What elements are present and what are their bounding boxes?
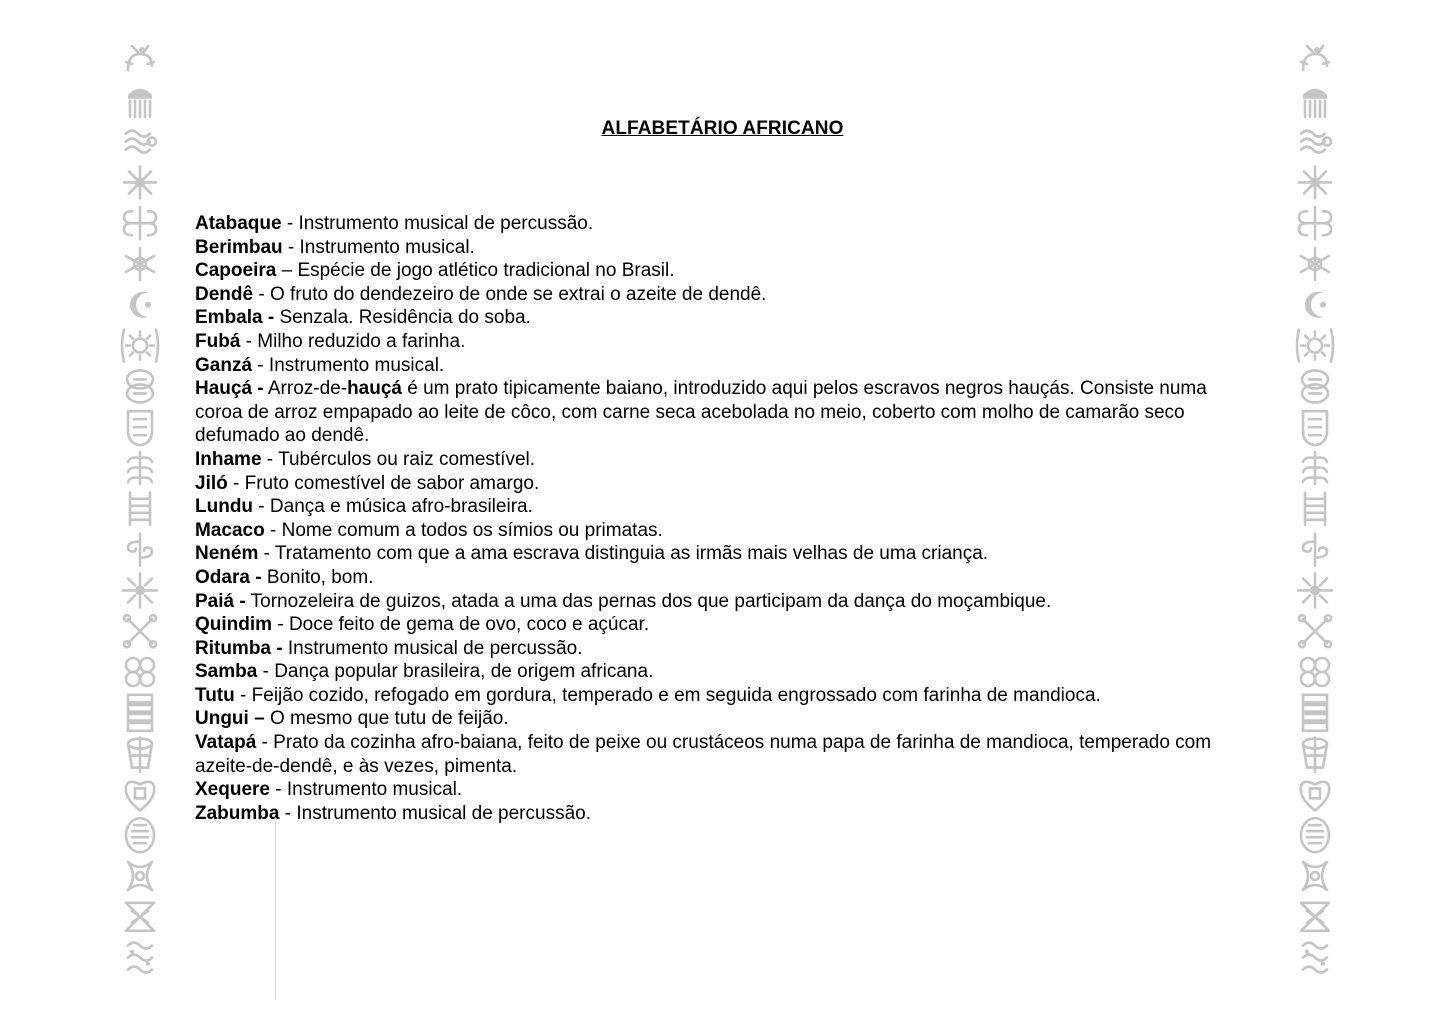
ladder-icon xyxy=(1305,493,1325,525)
cross-bones-icon xyxy=(1299,615,1331,647)
glossary-entry xyxy=(195,448,1245,472)
entry-term: Xequere xyxy=(195,779,270,801)
ladder-icon xyxy=(130,493,150,525)
double-knot-icon xyxy=(1303,862,1327,890)
entry-definition: O mesmo que tutu de feijão. xyxy=(269,708,509,730)
entry-term: Dendê xyxy=(195,283,254,305)
asterisk-icon xyxy=(126,248,154,280)
glossary-entry xyxy=(195,613,1245,637)
glossary-entry xyxy=(195,495,1245,519)
entry-definition: Tratamento com que a ama escrava distinguia as irmãs mais velhas de uma criança. xyxy=(274,543,989,565)
entry-term: Quindim xyxy=(195,614,273,636)
entry-definition: Prato da cozinha afro-baiana, feito de peixe ou crustáceos numa papa de farinha de mandioca, temperado com azeite-de-dendê, e às vezes, pimenta. xyxy=(195,732,1212,777)
shield-icon xyxy=(128,411,152,445)
entry-definition: Doce feito de gema de ovo, coco e açúcar. xyxy=(288,614,650,636)
x-lattice-icon xyxy=(126,903,154,931)
entry-separator: - xyxy=(264,519,282,541)
comb-icon xyxy=(1303,89,1327,117)
entry-definition: Dança popular brasileira, de origem africana. xyxy=(274,661,654,683)
spiral-grid-icon xyxy=(128,943,152,973)
glossary-entry xyxy=(195,236,1245,260)
entry-definition: Instrumento musical de percussão. xyxy=(287,637,583,659)
heart-shield-icon xyxy=(126,782,154,811)
glossary-entry xyxy=(195,731,1245,778)
entry-definition: é um prato tipicamente baiano, introduzido aqui pelos escravos negros hauçás. Consiste numa coroa de arroz empapado ao leite de côco, com carne seca acebolada no meio, coberto com molho de camarão seco defumado ao dendê. xyxy=(195,378,1207,447)
crescent-moon-icon xyxy=(130,292,151,318)
sankofa-bird-icon xyxy=(1301,46,1329,70)
entry-term: Neném xyxy=(195,543,259,565)
entry-term: Inhame xyxy=(195,448,262,470)
entry-definition: Instrumento musical. xyxy=(299,236,475,258)
entry-definition: Fruto comestível de sabor amargo. xyxy=(244,472,540,494)
entry-term: Hauçá - xyxy=(195,378,264,400)
entry-definition: Senzala. Residência do soba. xyxy=(279,307,531,329)
entry-term: Ganzá xyxy=(195,354,253,376)
entry-term: Tutu xyxy=(195,684,235,706)
glossary-entry xyxy=(195,778,1245,802)
comb-icon xyxy=(128,89,152,117)
spiral-grid-icon xyxy=(1303,943,1327,973)
left-decorative-border xyxy=(120,40,160,980)
entry-definition-bold: hauçá xyxy=(347,378,402,400)
star-cross-icon xyxy=(1299,166,1331,198)
oval-pattern-icon xyxy=(1301,818,1329,852)
entry-term: Embala - xyxy=(195,307,275,329)
glossary-entry xyxy=(195,590,1245,614)
entry-definition: Instrumento musical. xyxy=(268,354,445,376)
crescent-moon-icon xyxy=(1305,292,1326,318)
sun-moon-icon xyxy=(122,330,158,362)
glossary-entry xyxy=(195,283,1245,307)
entry-separator: - xyxy=(253,496,270,518)
knot-icon xyxy=(1299,207,1331,239)
entry-separator: - xyxy=(234,684,252,706)
entry-definition: Milho reduzido a farinha. xyxy=(257,330,466,352)
glossary-entry xyxy=(195,259,1245,283)
glossary-entry xyxy=(195,377,1245,448)
glossary-entry xyxy=(195,354,1245,378)
entry-definition: Feijão cozido, refogado em gordura, temperado e em seguida engrossado com farinha de mandioca. xyxy=(251,684,1101,706)
entry-term: Capoeira xyxy=(195,260,277,282)
entry-term: Samba xyxy=(195,661,258,683)
entry-separator: - xyxy=(272,614,289,636)
sunburst-icon xyxy=(123,573,157,607)
entry-definition: Instrumento musical. xyxy=(286,779,463,801)
entry-term: Berimbau xyxy=(195,236,283,258)
sun-moon-icon xyxy=(1297,330,1333,362)
glossary-entry xyxy=(195,472,1245,496)
drum-icon xyxy=(1303,738,1327,772)
entry-definition-prefix: Arroz-de- xyxy=(267,378,348,400)
entry-term: Lundu xyxy=(195,496,254,518)
entry-separator: - xyxy=(227,472,245,494)
entry-term: Vatapá xyxy=(195,732,257,754)
ladder-stack-icon xyxy=(128,695,152,731)
entry-term: Paiá - xyxy=(195,590,246,612)
entry-separator: - xyxy=(282,236,300,258)
glossary-list xyxy=(195,212,1245,825)
entry-definition: Tubérculos ou raiz comestível. xyxy=(278,448,536,470)
double-loop-icon xyxy=(1302,370,1328,402)
glossary-entry xyxy=(195,306,1245,330)
glossary-entry xyxy=(195,330,1245,354)
entry-definition: Bonito, bom. xyxy=(266,566,374,588)
entry-term: Macaco xyxy=(195,519,265,541)
entry-definition: Dança e música afro-brasileira. xyxy=(269,496,533,518)
asterisk-icon xyxy=(1301,248,1329,280)
star-cross-icon xyxy=(124,166,156,198)
entry-definition: Instrumento musical de percussão. xyxy=(298,213,594,234)
double-loop-icon xyxy=(127,370,153,402)
glossary-entry xyxy=(195,660,1245,684)
heart-shield-icon xyxy=(1301,782,1329,811)
right-decorative-border xyxy=(1295,40,1335,980)
double-knot-icon xyxy=(128,862,152,890)
entry-term: Zabumba xyxy=(195,802,280,824)
glossary-entry xyxy=(195,212,1245,236)
spiral-pair-icon xyxy=(128,534,152,566)
entry-separator: - xyxy=(256,732,274,754)
entry-separator: - xyxy=(281,213,299,234)
entry-term: Atabaque xyxy=(195,213,282,234)
glossary-entry xyxy=(195,566,1245,590)
entry-separator: - xyxy=(252,354,269,376)
glossary-entry xyxy=(195,707,1245,731)
fern-icon xyxy=(128,452,152,484)
drum-icon xyxy=(128,738,152,772)
entry-term: Ritumba - xyxy=(195,637,283,659)
spiral-pair-icon xyxy=(1303,534,1327,566)
entry-separator: - xyxy=(240,330,258,352)
x-lattice-icon xyxy=(1301,903,1329,931)
entry-definition: Nome comum a todos os símios ou primatas. xyxy=(281,519,663,541)
faint-vertical-rule xyxy=(275,820,276,1000)
document-title: ALFABETÁRIO AFRICANO xyxy=(601,118,844,139)
entry-definition: O fruto do dendezeiro de onde se extrai o azeite de dendê. xyxy=(269,283,767,305)
entry-definition: Tornozeleira de guizos, atada a uma das pernas dos que participam da dança do moçambique. xyxy=(250,590,1052,612)
entry-separator: - xyxy=(279,802,297,824)
entry-separator: - xyxy=(257,661,275,683)
glossary-entry xyxy=(195,802,1245,826)
glossary-entry xyxy=(195,684,1245,708)
entry-term: Jiló xyxy=(195,472,228,494)
entry-separator: - xyxy=(269,779,287,801)
cross-bones-icon xyxy=(124,615,156,647)
shield-icon xyxy=(1303,411,1327,445)
entry-definition: Espécie de jogo atlético tradicional no Brasil. xyxy=(297,260,675,282)
entry-definition: Instrumento musical de percussão. xyxy=(296,802,591,824)
entry-term: Ungui – xyxy=(195,708,265,730)
quatrefoil-icon xyxy=(126,658,154,686)
sunburst-icon xyxy=(1298,573,1332,607)
oval-pattern-icon xyxy=(126,818,154,852)
glossary-entry xyxy=(195,519,1245,543)
knot-icon xyxy=(124,207,156,239)
fern-icon xyxy=(1303,452,1327,484)
quatrefoil-icon xyxy=(1301,658,1329,686)
ladder-stack-icon xyxy=(1303,695,1327,731)
entry-separator: - xyxy=(258,543,275,565)
entry-separator: – xyxy=(276,260,298,282)
sankofa-bird-icon xyxy=(126,46,154,70)
entry-separator: - xyxy=(261,448,279,470)
entry-term: Odara - xyxy=(195,566,262,588)
entry-term: Fubá xyxy=(195,330,241,352)
glossary-entry xyxy=(195,637,1245,661)
entry-separator: - xyxy=(253,283,270,305)
glossary-entry xyxy=(195,542,1245,566)
